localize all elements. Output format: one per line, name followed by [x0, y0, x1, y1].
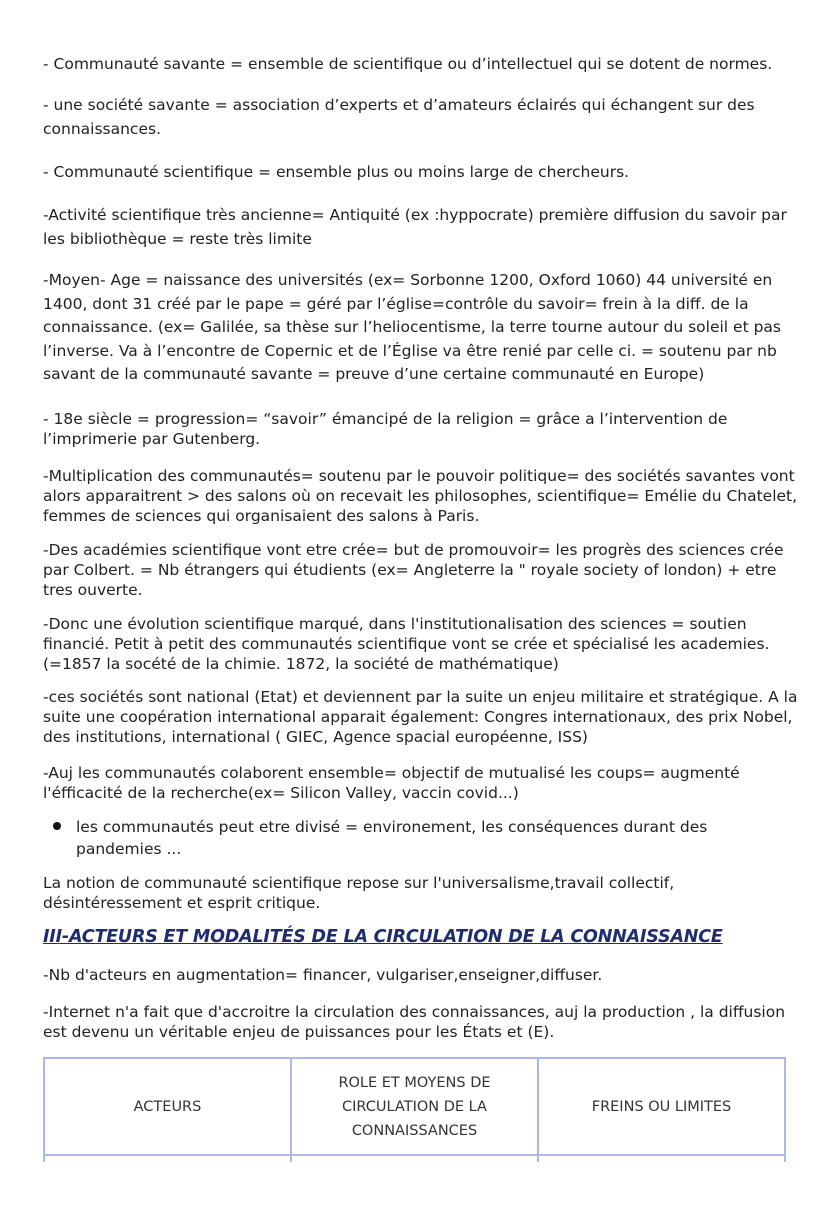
table-cell	[291, 1155, 538, 1162]
paragraph-18e-siecle: - 18e siècle = progression= “savoir” émancipé de la religion = grâce a l’intervention de l’imprimerie par Gutenberg.	[43, 410, 728, 448]
paragraph-multiplication: -Multiplication des communautés= soutenu par le pouvoir politique= des sociétés savantes vont alors apparaitrent > des salons où on recevait les philosophes, scientifique= Emélie du Chatelet, femmes de sciences qui organisaient des salons à Paris.	[43, 467, 798, 525]
section-heading: III-ACTEURS ET MODALITÉS DE LA CIRCULATION DE LA CONNAISSANCE	[43, 927, 723, 947]
paragraph-acteurs: -Nb d'acteurs en augmentation= financer, vulgariser,enseigner,diffuser.	[43, 966, 603, 984]
table-header-row	[44, 1058, 785, 1155]
table-header-acteurs: ACTEURS	[44, 1058, 291, 1155]
table-row	[44, 1155, 785, 1162]
table-cell	[44, 1155, 291, 1162]
paragraph-societe-savante: - une société savante = association d’experts et d’amateurs éclairés qui échangent sur des connaissances.	[43, 96, 755, 138]
paragraph-communaute-scientifique: - Communauté scientifique = ensemble plus ou moins large de chercheurs.	[43, 163, 630, 181]
bullet-icon	[53, 822, 61, 830]
table-header-role: ROLE ET MOYENS DE CIRCULATION DE LA CONNAISSANCES	[291, 1058, 538, 1155]
bullet-item: les communautés peut etre divisé = environement, les conséquences durant des pandemies ...	[76, 818, 708, 858]
paragraph-societes-nationales: -ces sociétés sont national (Etat) et deviennent par la suite un enjeu militaire et stratégique. A la suite une coopération international apparait également: Congres internationaux, des prix Nobel, des institutions, international ( GIEC, Agence spacial européenne, ISS)	[43, 688, 798, 746]
table-cell	[538, 1155, 785, 1162]
actors-table	[43, 1057, 786, 1162]
paragraph-moyen-age: -Moyen- Age = naissance des universités (ex= Sorbonne 1200, Oxford 1060) 44 université en 1400, dont 31 créé par le pape = géré par l’église=contrôle du savoir= frein à la diff. de la connaissance. (ex= Galilée, sa thèse sur l’heliocentisme, la terre tourne autour du soleil et pas l’inverse. Va à l’encontre de Copernic et de l’Église va être renié par celle ci. = soutenu par nb savant de la communauté savante = preuve d’une certaine communauté en Europe)	[43, 271, 781, 383]
paragraph-collaboration: -Auj les communautés colaborent ensemble= objectif de mutualisé les coups= augmenté l'éfficacité de la recherche(ex= Silicon Valley, vaccin covid...)	[43, 764, 740, 802]
paragraph-antiquite: -Activité scientifique très ancienne= Antiquité (ex :hyppocrate) première diffusion du savoir par les bibliothèque = reste très limite	[43, 206, 787, 248]
paragraph-notion: La notion de communauté scientifique repose sur l'universalisme,travail collectif, désintéressement et esprit critique.	[43, 874, 675, 912]
paragraph-internet: -Internet n'a fait que d'accroitre la circulation des connaissances, auj la production , la diffusion est devenu un véritable enjeu de puissances pour les États et (E).	[43, 1003, 786, 1041]
paragraph-evolution: -Donc une évolution scientifique marqué, dans l'institutionalisation des sciences = soutien financié. Petit à petit des communautés scientifique vont se crée et spécialisé les academies. (=1857 la socété de la chimie. 1872, la société de mathématique)	[43, 615, 770, 673]
paragraph-academies: -Des académies scientifique vont etre crée= but de promouvoir= les progrès des sciences crée par Colbert. = Nb étrangers qui étudients (ex= Angleterre la " royale society of london) + etre tres ouverte.	[43, 541, 784, 599]
table-header-freins: FREINS OU LIMITES	[538, 1058, 785, 1155]
paragraph-communaute-savante: - Communauté savante = ensemble de scientifique ou d’intellectuel qui se dotent de normes.	[43, 55, 773, 73]
